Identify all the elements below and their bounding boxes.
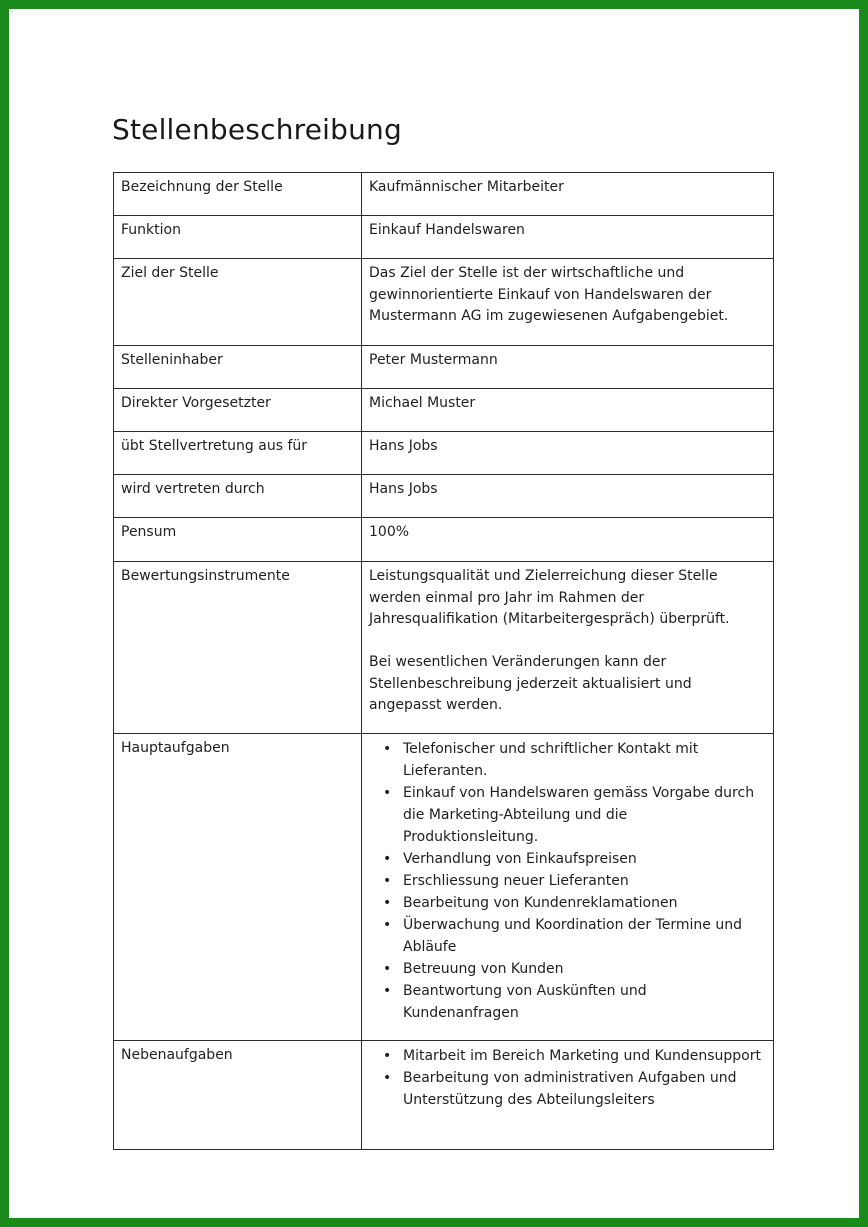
list-item: • Verhandlung von Einkaufspreisen: [403, 848, 766, 870]
table-row: [114, 734, 774, 1041]
row-label: Bezeichnung der Stelle: [114, 173, 362, 216]
paragraph: Leistungsqualität und Zielerreichung dieser Stelle werden einmal pro Jahr im Rahmen der Jahresqualifikation (Mitarbeitergespräch) überprüft.: [369, 568, 730, 627]
row-label: Funktion: [114, 216, 362, 259]
page-title: Stellenbeschreibung: [112, 113, 402, 146]
row-label: wird vertreten durch: [114, 475, 362, 518]
table-row: [114, 1041, 774, 1150]
list-item: • Beantwortung von Auskünften und Kundenanfragen: [403, 980, 766, 1024]
row-label: Direkter Vorgesetzter: [114, 389, 362, 432]
row-value: Das Ziel der Stelle ist der wirtschaftliche und gewinnorientierte Einkauf von Handelswaren der Mustermann AG im zugewiesenen Aufgabengebiet.: [362, 259, 774, 346]
table-row: [114, 259, 774, 346]
row-value: [362, 734, 774, 1041]
list-item: • Betreuung von Kunden: [403, 958, 766, 980]
table-row: [114, 346, 774, 389]
table-row: [114, 173, 774, 216]
list-item: • Bearbeitung von Kundenreklamationen: [403, 892, 766, 914]
task-list: [369, 738, 766, 1024]
row-value: Kaufmännischer Mitarbeiter: [362, 173, 774, 216]
row-value: Hans Jobs: [362, 475, 774, 518]
row-label: Nebenaufgaben: [114, 1041, 362, 1150]
table-row: [114, 216, 774, 259]
table-row: [114, 432, 774, 475]
table-row: [114, 518, 774, 562]
row-value: Peter Mustermann: [362, 346, 774, 389]
row-label: Bewertungsinstrumente: [114, 562, 362, 734]
row-label: übt Stellvertretung aus für: [114, 432, 362, 475]
list-item: • Bearbeitung von administrativen Aufgaben und Unterstützung des Abteilungsleiters: [403, 1067, 766, 1111]
list-item: • Erschliessung neuer Lieferanten: [403, 870, 766, 892]
row-label: Ziel der Stelle: [114, 259, 362, 346]
task-list: [369, 1045, 766, 1111]
table-row: [114, 475, 774, 518]
row-value: 100%: [362, 518, 774, 562]
list-item: • Einkauf von Handelswaren gemäss Vorgabe durch die Marketing-Abteilung und die Produktionsleitung.: [403, 782, 766, 848]
paragraph: Bei wesentlichen Veränderungen kann der Stellenbeschreibung jederzeit aktualisiert und angepasst werden.: [369, 654, 692, 713]
list-item: • Mitarbeit im Bereich Marketing und Kundensupport: [403, 1045, 766, 1067]
list-item: • Telefonischer und schriftlicher Kontakt mit Lieferanten.: [403, 738, 766, 782]
job-description-table: [113, 172, 774, 1150]
row-label: Stelleninhaber: [114, 346, 362, 389]
row-label: Pensum: [114, 518, 362, 562]
row-value: [362, 562, 774, 734]
row-value: [362, 1041, 774, 1150]
list-item: • Überwachung und Koordination der Termine und Abläufe: [403, 914, 766, 958]
row-label: Hauptaufgaben: [114, 734, 362, 1041]
row-value: Michael Muster: [362, 389, 774, 432]
table-row: [114, 389, 774, 432]
table-row: [114, 562, 774, 734]
row-value: Hans Jobs: [362, 432, 774, 475]
row-value: Einkauf Handelswaren: [362, 216, 774, 259]
